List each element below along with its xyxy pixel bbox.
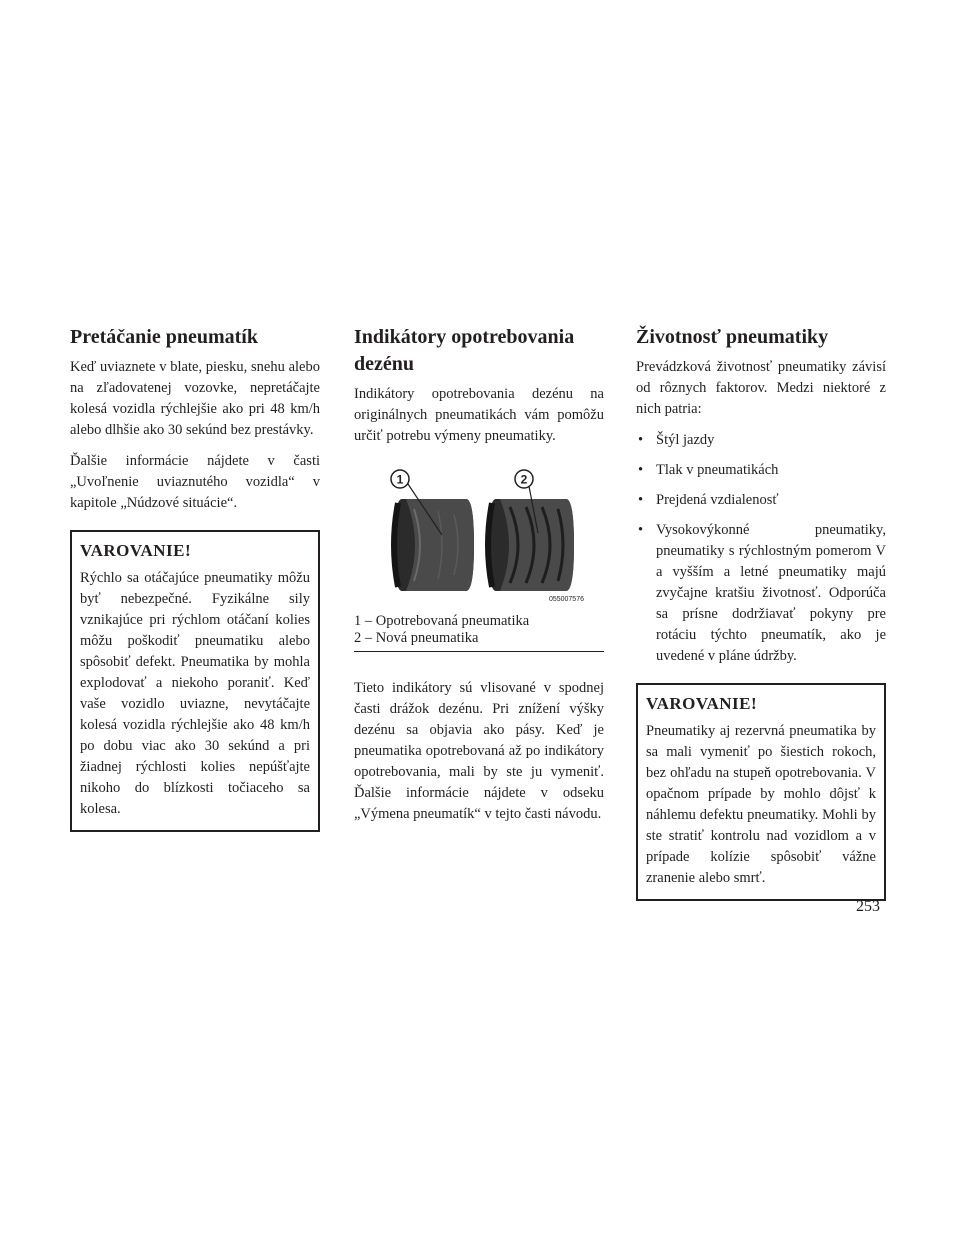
callout-2: 2 bbox=[520, 472, 528, 487]
column-tread-wear bbox=[354, 324, 604, 835]
new-tire-image bbox=[488, 499, 574, 591]
warning-title: VAROVANIE! bbox=[646, 694, 758, 713]
callout-1: 1 bbox=[396, 472, 404, 487]
heading-tire-spinning: Pretáčanie pneumatík bbox=[70, 326, 258, 348]
bullet-icon: • bbox=[638, 522, 644, 538]
bullet-icon: • bbox=[638, 432, 644, 448]
paragraph-tread-wear-intro: Indikátory opotrebovania dezénu na originálnych pneumatikách vám pomôžu určiť potrebu výmeny pneumatiky. bbox=[354, 386, 604, 444]
list-item: • Prejdená vzdialenosť bbox=[636, 490, 886, 511]
heading-tire-life: Životnosť pneumatiky bbox=[636, 326, 829, 348]
bullet-icon: • bbox=[638, 492, 644, 508]
warning-text: Rýchlo sa otáčajúce pneumatiky môžu byť nebezpečné. Fyzikálne sily vznikajúce pri rýchlom otáčaní kolies môžu poškodiť pneumatiku alebo spôsobiť defekt. Pneumatika by mohla explodovať a niekoho poraniť. Keď vaše vozidlo uviazne, nevytáčajte kolesá vozidla rýchlejšie ako 48 km/h po dobu viac ako 30 sekúnd a pri žiadnej rýchlosti kolies nepúšťajte nikoho do blízkosti točiaceho sa kolesa. bbox=[80, 570, 310, 817]
paragraph-tire-life-intro: Prevádzková životnosť pneumatiky závisí od rôznych faktorov. Medzi niektoré z nich patria: bbox=[636, 359, 886, 417]
caption-divider bbox=[354, 651, 604, 652]
warning-title: VAROVANIE! bbox=[80, 541, 192, 560]
bullet-icon: • bbox=[638, 462, 644, 478]
tire-illustration bbox=[354, 465, 604, 605]
column-tire-life bbox=[636, 324, 886, 901]
heading-tread-wear: Indikátory opotrebovania dezénu bbox=[354, 326, 575, 375]
list-item: • Štýl jazdy bbox=[636, 430, 886, 451]
paragraph-tire-spinning: Keď uviaznete v blate, piesku, snehu alebo na zľadovatenej vozovke, nepretáčajte kolesá vozidla rýchlejšie ako pri 48 km/h alebo dlhšie ako 30 sekúnd bez prestávky. bbox=[70, 359, 320, 438]
tires-figure bbox=[354, 465, 604, 605]
factor-list bbox=[636, 430, 886, 667]
page-number: 253 bbox=[856, 898, 880, 915]
paragraph-tread-wear-detail: Tieto indikátory sú vlisované v spodnej časti drážok dezénu. Pri znížení výšky dezénu sa objavia ako pásy. Keď je pneumatika opotrebovaná až po indikátory opotrebovania, mali by ste ju vymeniť. Ďalšie informácie nájdete v odseku „Výmena pneumatík“ v tejto časti návodu. bbox=[354, 680, 604, 822]
figure-caption bbox=[354, 613, 604, 647]
warning-text: Pneumatiky aj rezervná pneumatika by sa mali vymeniť po šiestich rokoch, bez ohľadu na stupeň opotrebovania. V opačnom prípade by mohlo dôjsť k náhlemu defektu pneumatiky. Mohli by ste stratiť kontrolu nad vozidlom a v prípade kolízie spôsobiť vážne zranenie alebo smrť. bbox=[646, 723, 876, 886]
column-tire-spinning bbox=[70, 324, 320, 832]
list-item: • Tlak v pneumatikách bbox=[636, 460, 886, 481]
caption-worn: 1 – Opotrebovaná pneumatika bbox=[354, 613, 530, 629]
figure-code: 055007576 bbox=[548, 596, 584, 603]
paragraph-see-also: Ďalšie informácie nájdete v časti „Uvoľnenie uviaznutého vozidla“ v kapitole „Núdzové situácie“. bbox=[70, 453, 320, 511]
worn-tire-image bbox=[394, 499, 474, 591]
warning-box-spinning bbox=[70, 530, 320, 832]
list-item: • Vysokovýkonné pneumatiky, pneumatiky s rýchlostným pomerom V a vyšším a letné pneumatiky majú zvyčajne kratšiu životnosť. Odporúča sa prísne dodržiavať pokyny pre rotáciu týchto pneumatík, ako je uvedené v pláne údržby. bbox=[638, 522, 886, 664]
warning-box-tire-age bbox=[636, 683, 886, 901]
caption-new: 2 – Nová pneumatika bbox=[354, 630, 479, 646]
